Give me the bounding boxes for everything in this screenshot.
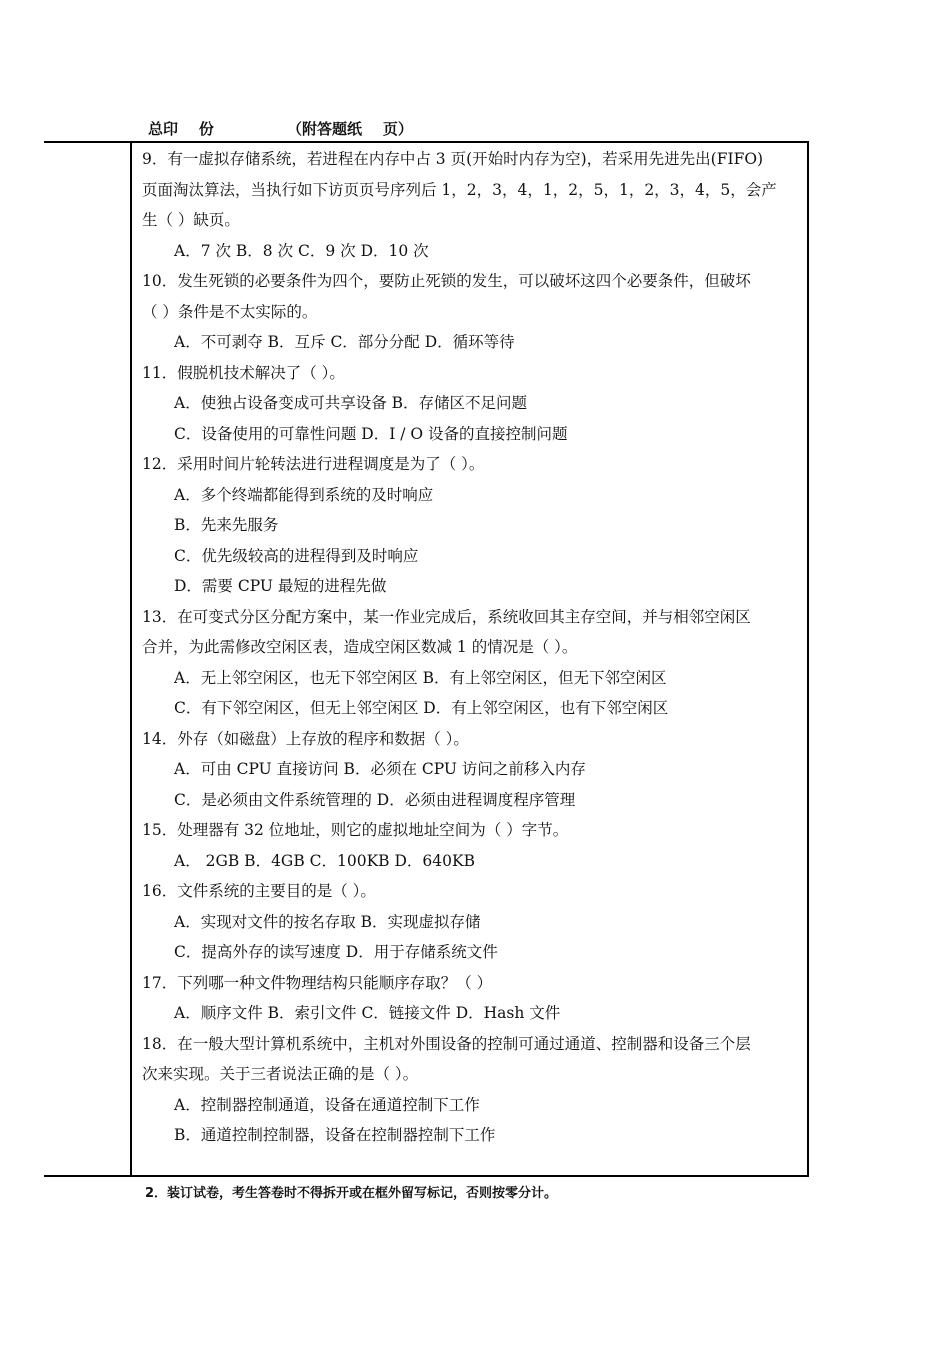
exam-header: 总印 份 （附答题纸 页）	[148, 120, 413, 138]
answer-option-line: A．使独占设备变成可共享设备 B．存储区不足问题	[174, 394, 528, 412]
answer-option-line: C．有下邻空闲区，但无上邻空闲区 D．有上邻空闲区，也有下邻空闲区	[174, 699, 669, 717]
table-bottom-border	[44, 1175, 809, 1177]
question-line: 11．假脱机技术解决了（ ）。	[142, 363, 345, 382]
answer-option-line: A．顺序文件 B．索引文件 C．链接文件 D．Hash 文件	[174, 1004, 561, 1022]
question-content	[142, 144, 802, 1151]
question-line: 14．外存（如磁盘）上存放的程序和数据（ ）。	[142, 729, 469, 748]
table-top-border	[44, 141, 809, 143]
answer-option-line: A． 2GB B．4GB C．100KB D．640KB	[174, 851, 475, 870]
answer-option-line: A．无上邻空闲区，也无下邻空闲区 B．有上邻空闲区，但无下邻空闲区	[174, 668, 667, 687]
table-right-border	[807, 141, 809, 1177]
answer-option-line: C．提高外存的读写速度 D．用于存储系统文件	[174, 943, 498, 961]
question-line: 17．下列哪一种文件物理结构只能顺序存取？（ ）	[142, 973, 493, 992]
question-line: 生（ ）缺页。	[142, 211, 240, 229]
question-line: 10．发生死锁的必要条件为四个，要防止死锁的发生，可以破坏这四个必要条件，但破坏	[142, 272, 751, 290]
footer-note: 2．装订试卷，考生答卷时不得拆开或在框外留写标记，否则按零分计。	[145, 1186, 558, 1201]
question-line: （ ）条件是不太实际的。	[142, 302, 318, 321]
question-line: 18．在一般大型计算机系统中，主机对外围设备的控制可通过通道、控制器和设备三个层	[142, 1034, 751, 1053]
question-line: 16．文件系统的主要目的是（ ）。	[142, 882, 376, 900]
question-line: 15．处理器有 32 位地址，则它的虚拟地址空间为（ ）字节。	[142, 821, 569, 839]
answer-option-line: A．可由 CPU 直接访问 B．必须在 CPU 访问之前移入内存	[174, 760, 586, 778]
answer-option-line: C．是必须由文件系统管理的 D．必须由进程调度程序管理	[174, 790, 576, 809]
question-line: 合并，为此需修改空闲区表，造成空闲区数减 1 的情况是（ ）。	[142, 638, 578, 656]
question-line: 页面淘汰算法，当执行如下访页页号序列后 1，2，3，4，1，2，5，1，2，3，4，5，会产	[142, 180, 777, 199]
answer-option-line: B．通道控制控制器，设备在控制器控制下工作	[174, 1126, 496, 1144]
answer-option-line: A．实现对文件的按名存取 B．实现虚拟存储	[174, 912, 481, 931]
answer-option-line: A．控制器控制通道，设备在通道控制下工作	[174, 1095, 480, 1114]
answer-option-line: D．需要 CPU 最短的进程先做	[174, 577, 387, 595]
table-left-border	[130, 141, 132, 1177]
question-line: 次来实现。关于三者说法正确的是（ ）。	[142, 1065, 419, 1083]
question-line: 9．有一虚拟存储系统，若进程在内存中占 3 页(开始时内存为空)，若采用先进先出(FIFO)	[142, 150, 764, 168]
question-line: 13．在可变式分区分配方案中，某一作业完成后，系统收回其主存空间，并与相邻空闲区	[142, 607, 751, 626]
answer-option-line: C．优先级较高的进程得到及时响应	[174, 546, 419, 565]
answer-option-line: A．不可剥夺 B．互斥 C．部分分配 D．循环等待	[174, 333, 515, 351]
answer-option-line: C．设备使用的可靠性问题 D．I / O 设备的直接控制问题	[174, 424, 568, 443]
answer-option-line: A．7 次 B．8 次 C．9 次 D．10 次	[174, 241, 429, 260]
answer-option-line: A．多个终端都能得到系统的及时响应	[174, 485, 434, 504]
answer-option-line: B．先来先服务	[174, 516, 279, 534]
question-line: 12．采用时间片轮转法进行进程调度是为了（ ）。	[142, 455, 485, 473]
